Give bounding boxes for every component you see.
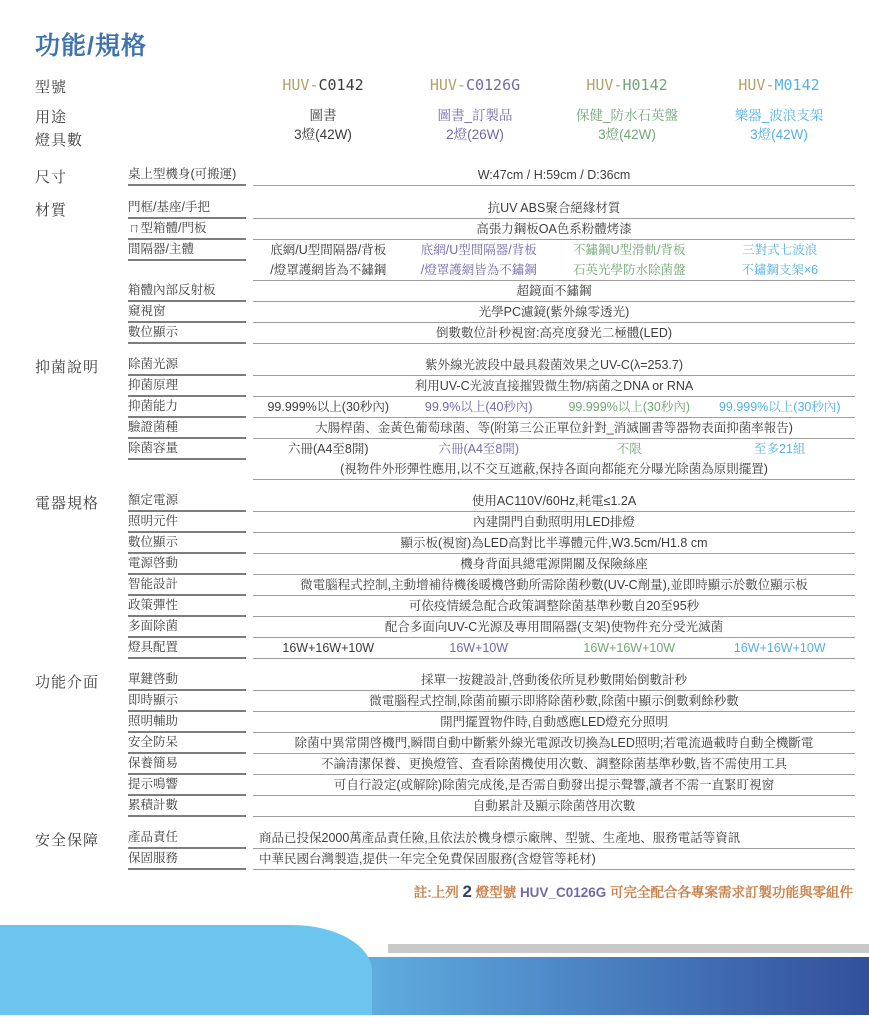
spec-row-value: 光學PC濾鏡(紫外線零透光) bbox=[253, 302, 855, 323]
note-lamp-count: 2 bbox=[462, 882, 472, 901]
spec-table bbox=[35, 165, 855, 870]
model-prefix: HUV- bbox=[738, 76, 775, 94]
spec-row-value: 微電腦程式控制,主動增補待機後暖機啓動所需除菌秒數(UV-C劑量),並即時顯示於數位顯示板 bbox=[253, 575, 855, 596]
spec-section bbox=[35, 670, 855, 817]
table-row bbox=[128, 418, 855, 439]
spec-row-label: 數位顯示 bbox=[128, 533, 246, 554]
value-cell: 16W+16W+10W bbox=[282, 641, 375, 655]
spec-row-value bbox=[253, 397, 855, 418]
table-row bbox=[128, 376, 855, 397]
usage-row-label bbox=[35, 106, 247, 150]
table-row bbox=[128, 533, 855, 554]
spec-row-value: 配合多面向UV-C光源及專用間隔器(支架)使物件充分受光滅菌 bbox=[253, 617, 855, 638]
table-row bbox=[128, 512, 855, 533]
usage-cell: 樂器_波浪支架 3燈(42W) bbox=[734, 108, 824, 142]
spec-row-label: 抑菌原理 bbox=[128, 376, 246, 397]
table-row bbox=[128, 596, 855, 617]
section-category: 電器規格 bbox=[35, 495, 100, 512]
value-columns bbox=[253, 397, 855, 417]
spec-row-label: 單鍵啓動 bbox=[128, 670, 246, 691]
spec-row-value: 可依疫情緩急配合政策調整除菌基準秒數自20至95秒 bbox=[253, 596, 855, 617]
table-row bbox=[128, 638, 855, 659]
section-rows bbox=[128, 355, 855, 480]
value-cell: 99.999%以上(30秒內) bbox=[568, 400, 691, 414]
model-suffix: C0142 bbox=[318, 76, 364, 94]
section-category: 材質 bbox=[35, 202, 68, 219]
spec-row-value: 抗UV ABS聚合絕緣材質 bbox=[253, 198, 855, 219]
model-row-label: 型號 bbox=[35, 79, 68, 96]
table-row bbox=[128, 198, 855, 219]
model-columns bbox=[247, 76, 855, 97]
spec-row-value bbox=[253, 638, 855, 659]
value-line: /燈罩護網皆為不鏽鋼 bbox=[270, 263, 387, 277]
table-row bbox=[128, 355, 855, 376]
value-line: 三對式七波浪 bbox=[742, 243, 818, 257]
footer-gray-bar bbox=[388, 944, 869, 953]
spec-row-value: 自動累計及顯示除菌啓用次數 bbox=[253, 796, 855, 817]
spec-row-label: 提示鳴響 bbox=[128, 775, 246, 796]
spec-section bbox=[35, 828, 855, 870]
model-name bbox=[703, 76, 855, 97]
table-row bbox=[128, 491, 855, 512]
spec-row-value: 使用AC110V/60Hz,耗電≤1.2A bbox=[253, 491, 855, 512]
section-rows bbox=[128, 165, 855, 187]
value-cell bbox=[705, 240, 856, 280]
spec-row-value: 不論清潔保養、更換燈管、查看除菌機使用次數、調整除菌基準秒數,皆不需使用工具 bbox=[253, 754, 855, 775]
model-name bbox=[551, 76, 703, 97]
section-rows bbox=[128, 198, 855, 344]
value-cell bbox=[554, 240, 705, 280]
table-row bbox=[128, 240, 855, 281]
model-suffix: H0142 bbox=[622, 76, 668, 94]
value-line: /燈罩護網皆為不鏽鋼 bbox=[420, 263, 537, 277]
spec-row-label: 產品責任 bbox=[128, 828, 246, 849]
table-row bbox=[128, 828, 855, 849]
table-row bbox=[128, 775, 855, 796]
spec-row-label: 窺視窗 bbox=[128, 302, 246, 323]
spec-row-value: 超鏡面不鏽鋼 bbox=[253, 281, 855, 302]
spec-row-value: 紫外線光波段中最具殺菌效果之UV-C(λ=253.7) bbox=[253, 355, 855, 376]
spec-section bbox=[35, 198, 855, 344]
lamps-label: 燈具數 bbox=[35, 132, 84, 149]
value-cell: 99.999%以上(30秒內) bbox=[267, 400, 390, 414]
model-name bbox=[399, 76, 551, 97]
spec-row-value: 除菌中異常開啓機門,瞬間自動中斷紫外線光電源改切換為LED照明;若電流過載時自動全機斷電 bbox=[253, 733, 855, 754]
usage-label: 用途 bbox=[35, 109, 68, 126]
spec-row-label: 安全防呆 bbox=[128, 733, 246, 754]
spec-row-label: 箱體內部反射板 bbox=[128, 281, 246, 302]
section-category: 尺寸 bbox=[35, 169, 68, 186]
spec-row-value: 大腸桿菌、金黃色葡萄球菌、等(附第三公正單位針對_消滅圖書等器物表面抑菌率報告) bbox=[253, 418, 855, 439]
table-row bbox=[128, 849, 855, 870]
spec-row-label: 智能設計 bbox=[128, 575, 246, 596]
table-row bbox=[128, 712, 855, 733]
section-rows bbox=[128, 670, 855, 817]
spec-row-value: 利用UV-C光波直接摧毀微生物/病菌之DNA or RNA bbox=[253, 376, 855, 397]
spec-row-label: 保固服務 bbox=[128, 849, 246, 870]
model-prefix: HUV- bbox=[586, 76, 623, 94]
spec-row-label: 數位顯示 bbox=[128, 323, 246, 344]
spec-row-label: 照明輔助 bbox=[128, 712, 246, 733]
value-cell bbox=[404, 240, 555, 280]
spec-row-value: 高張力鋼板OA色系粉體烤漆 bbox=[253, 219, 855, 240]
table-row bbox=[128, 670, 855, 691]
spec-row-label: 驗證菌種 bbox=[128, 418, 246, 439]
spec-row-label: 燈具配置 bbox=[128, 638, 246, 659]
usage-cell: 圖書 3燈(42W) bbox=[294, 108, 352, 142]
value-cell: 六冊(A4至8開) bbox=[287, 442, 369, 456]
value-cell: 99.9%以上(40秒內) bbox=[424, 400, 533, 414]
usage-cell: 圖書_訂製品 2燈(26W) bbox=[437, 108, 513, 142]
model-suffix: C0126G bbox=[465, 76, 521, 94]
spec-row-value: 中華民國台灣製造,提供一年完全免費保固服務(含燈管等耗材) bbox=[253, 849, 855, 870]
model-prefix: HUV- bbox=[282, 76, 319, 94]
note-model-ref: HUV_C0126G bbox=[519, 885, 607, 900]
spec-row-label: 除菌容量 bbox=[128, 439, 246, 460]
value-columns bbox=[253, 439, 855, 459]
value-cell: 16W+16W+10W bbox=[733, 641, 826, 655]
table-row bbox=[128, 439, 855, 480]
section-rows bbox=[128, 491, 855, 659]
spec-section bbox=[35, 165, 855, 187]
spec-row-value bbox=[253, 240, 855, 281]
spec-row-label: 間隔器/主體 bbox=[128, 240, 246, 261]
spec-row-label: 即時顯示 bbox=[128, 691, 246, 712]
model-prefix: HUV- bbox=[429, 76, 466, 94]
page-title: 功能/規格 bbox=[35, 32, 147, 60]
model-name bbox=[247, 76, 399, 97]
spec-row-label: 多面除菌 bbox=[128, 617, 246, 638]
value-line: 不鏽鋼U型滑軌/背板 bbox=[572, 243, 686, 257]
spec-row-value: 倒數數位計秒視窗:高亮度發光二極體(LED) bbox=[253, 323, 855, 344]
spec-row-value: 顯示板(視窗)為LED高對比半導體元件,W3.5cm/H1.8 cm bbox=[253, 533, 855, 554]
spec-row-value bbox=[253, 439, 855, 480]
value-line: 底網/U型間隔器/背板 bbox=[420, 243, 537, 257]
spec-section bbox=[35, 491, 855, 659]
usage-cell: 保健_防水石英盤 3燈(42W) bbox=[575, 108, 678, 142]
value-cell: 不限 bbox=[616, 442, 642, 456]
section-category: 功能介面 bbox=[35, 674, 100, 691]
table-row bbox=[128, 575, 855, 596]
spec-row-label: 政策彈性 bbox=[128, 596, 246, 617]
footer-note: 註:上列 2 燈型號 HUV_C0126G 可完全配合各專案需求訂製功能與零組件 bbox=[413, 882, 853, 901]
spec-row-value: 採單一按鍵設計,啓動後依所見秒數開始倒數計秒 bbox=[253, 670, 855, 691]
table-row bbox=[128, 754, 855, 775]
value-cell bbox=[253, 240, 404, 280]
value-line: 石英光學防水除菌盤 bbox=[572, 263, 686, 277]
spec-row-label: 保養簡易 bbox=[128, 754, 246, 775]
spec-row-label: 桌上型機身(可搬運) bbox=[128, 165, 246, 186]
spec-row-value: 開門擺置物件時,自動感應LED燈充分照明 bbox=[253, 712, 855, 733]
table-row bbox=[128, 691, 855, 712]
value-cell: 至多21組 bbox=[754, 442, 806, 456]
table-row bbox=[128, 219, 855, 240]
value-cell: 16W+16W+10W bbox=[583, 641, 676, 655]
table-row bbox=[128, 733, 855, 754]
value-columns bbox=[253, 240, 855, 280]
spec-row-label: 額定電源 bbox=[128, 491, 246, 512]
spec-row-label: 抑菌能力 bbox=[128, 397, 246, 418]
footer-blue-swoosh bbox=[0, 925, 372, 1015]
usage-row bbox=[35, 106, 855, 150]
spec-row-value: W:47cm / H:59cm / D:36cm bbox=[253, 165, 855, 186]
value-cell: 16W+10W bbox=[449, 641, 509, 655]
spec-row-value: 微電腦程式控制,除菌前顯示即將除菌秒數,除菌中顯示倒數剩餘秒數 bbox=[253, 691, 855, 712]
spec-row-label: 門框/基座/手把 bbox=[128, 198, 246, 219]
value-cell: 99.999%以上(30秒內) bbox=[718, 400, 841, 414]
section-category: 抑菌說明 bbox=[35, 359, 100, 376]
value-line: 底網/U型間隔器/背板 bbox=[270, 243, 387, 257]
usage-columns bbox=[247, 106, 855, 150]
table-row bbox=[128, 796, 855, 817]
footer-graphic bbox=[0, 925, 869, 1019]
value-columns bbox=[253, 638, 855, 658]
spec-row-label: 照明元件 bbox=[128, 512, 246, 533]
section-rows bbox=[128, 828, 855, 870]
value-line: 不鏽鋼支架×6 bbox=[741, 263, 819, 277]
table-row bbox=[128, 302, 855, 323]
spec-section bbox=[35, 355, 855, 480]
table-row bbox=[128, 165, 855, 186]
table-row bbox=[128, 323, 855, 344]
spec-row-value: 內建開門自動照明用LED排燈 bbox=[253, 512, 855, 533]
spec-row-label: 除菌光源 bbox=[128, 355, 246, 376]
section-category: 安全保障 bbox=[35, 832, 100, 849]
spec-row-label: ㄇ型箱體/門板 bbox=[128, 219, 246, 240]
model-suffix: M0142 bbox=[774, 76, 820, 94]
table-row bbox=[128, 554, 855, 575]
spec-row-value: 可自行設定(或解除)除菌完成後,是否需自動發出提示聲響,讀者不需一直緊盯視窗 bbox=[253, 775, 855, 796]
table-row bbox=[128, 281, 855, 302]
spec-row-value: 商品已投保2000萬產品責任險,且依法於機身標示廠牌、型號、生產地、服務電話等資訊 bbox=[253, 828, 855, 849]
spec-row-label: 累積計數 bbox=[128, 796, 246, 817]
model-row bbox=[35, 76, 855, 97]
spec-row-value: 機身背面具總電源開關及保險絲座 bbox=[253, 554, 855, 575]
value-cell: 六冊(A4至8開) bbox=[438, 442, 520, 456]
table-row bbox=[128, 397, 855, 418]
spec-row-label: 電源啓動 bbox=[128, 554, 246, 575]
table-row bbox=[128, 617, 855, 638]
value-note: (視物件外形彈性應用,以不交互遮蔽,保持各面向都能充分曝光除菌為原則擺置) bbox=[340, 462, 768, 476]
